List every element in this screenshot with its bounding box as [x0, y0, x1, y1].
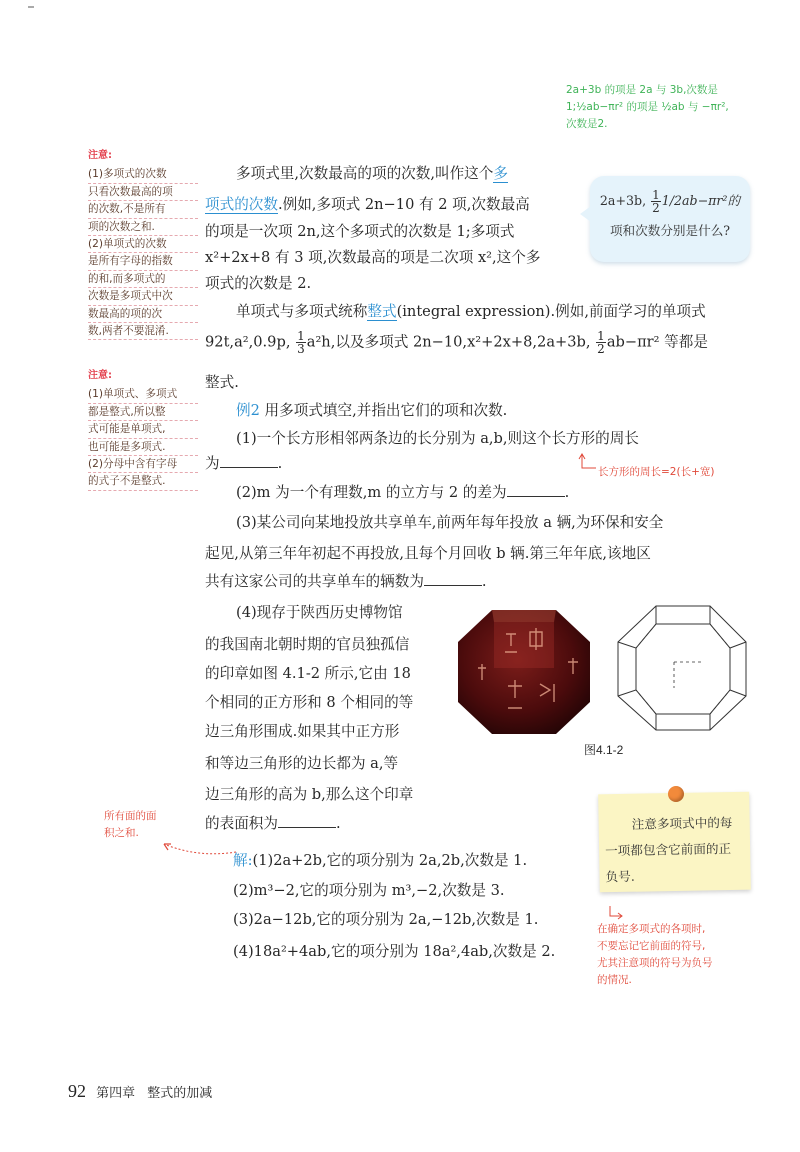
sticky-line: 负号. — [605, 868, 635, 885]
question-3-line: 共有这家公司的共享单车的辆数为 . — [205, 573, 487, 590]
para-degree-line: 的项是一次项 2n,这个多项式的次数是 1;多项式 — [205, 223, 515, 240]
question-1: (1)一个长方形相邻两条边的长分别为 a,b,则这个长方形的周长 — [236, 430, 639, 447]
arrow-icon — [574, 452, 598, 474]
example-heading: 例2 用多项式填空,并指出它们的项和次数. — [236, 402, 508, 419]
note-line: 是所有字母的指数 — [88, 253, 198, 270]
note-title: 注意: — [88, 370, 112, 381]
note-line: 次数是多项式中次 — [88, 288, 198, 305]
margin-note-degree — [88, 148, 198, 340]
para-degree-line: 项式的次数.例如,多项式 2n−10 有 2 项,次数最高 — [205, 196, 530, 213]
bubble-line: 项和次数分别是什么? — [609, 223, 731, 238]
note-line: (1)单项式、多项式 — [88, 386, 198, 403]
solution-2: (2)m³−2,它的项分别为 m³,−2,次数是 3. — [233, 882, 505, 899]
fraction: $\frac{1}{2}$ — [597, 329, 605, 356]
note-line: 的情况. — [597, 974, 632, 986]
chapter-title: 整式的加减 — [147, 1086, 213, 1101]
para-integral-line: 92t,a²,0.9p, $\frac{1}{3}$ a²h,以及多项式 2n−10,x²+2x+8,2a+3b, $\frac{1}{2}$ ab−πr² 等都是 — [205, 329, 708, 356]
page-footer — [68, 1081, 212, 1102]
note-line: (1)多项式的次数 — [88, 166, 198, 183]
note-line: 数最高的项的次 — [88, 306, 198, 323]
note-line: 也可能是多项式. — [88, 439, 198, 456]
bubble-text: 2a+3b, — [599, 193, 647, 208]
question-4-line: 的表面积为 . — [205, 815, 341, 832]
term-highlight: 项式的次数 — [205, 196, 278, 213]
para-integral: 单项式与多项式统称整式(integral expression).例如,前面学习的单项式 — [236, 303, 706, 320]
scan-mark — [28, 6, 34, 8]
para-degree-line: x²+2x+8 有 3 项,次数最高的项是二次项 x²,这个多 — [205, 249, 541, 266]
question-4-line: 的我国南北朝时期的官员独孤信 — [205, 636, 410, 653]
question-4-line: 个相同的正方形和 8 个相同的等 — [205, 694, 414, 711]
note-title: 注意: — [88, 150, 112, 161]
thought-bubble — [590, 176, 750, 262]
sticky-line: 一项都包含它前面的正 — [605, 841, 732, 859]
sticky-note — [598, 792, 751, 893]
para-degree-line: 项式的次数是 2. — [205, 275, 312, 292]
seal-photo — [456, 608, 592, 736]
green-note-line: 次数是2. — [566, 118, 608, 130]
green-note-line: 2a+3b 的项是 2a 与 3b,次数是 — [566, 84, 718, 96]
page-number: 92 — [68, 1081, 86, 1101]
question-1-line: 为 . — [205, 455, 283, 472]
question-3: (3)某公司向某地投放共享单车,前两年每年投放 a 辆,为环保和安全 — [236, 514, 664, 531]
polyhedron-diagram — [614, 602, 750, 734]
margin-note-surface — [104, 808, 157, 842]
pin-icon — [668, 786, 684, 802]
chapter-label: 第四章 — [96, 1086, 136, 1101]
margin-note-sign — [597, 921, 713, 989]
question-4: (4)现存于陕西历史博物馆 — [236, 604, 403, 621]
solution-4: (4)18a²+4ab,它的项分别为 18a²,4ab,次数是 2. — [233, 943, 556, 960]
note-line: 的次数,不是所有 — [88, 201, 198, 218]
note-line: 积之和. — [104, 827, 139, 839]
para-integral-line: 整式. — [205, 374, 239, 391]
note-line: 只看次数最高的项 — [88, 184, 198, 201]
answer-blank — [424, 585, 482, 586]
note-line: 的和,而多项式的 — [88, 271, 198, 288]
note-line: 项的次数之和. — [88, 219, 198, 236]
answer-blank — [220, 467, 278, 468]
question-2: (2)m 为一个有理数,m 的立方与 2 的差为 . — [236, 484, 570, 501]
fraction: $\frac{1}{2}$ — [652, 188, 660, 215]
sticky-line: 注意多项式中的每 — [631, 814, 733, 832]
arrow-icon — [158, 836, 238, 860]
term-highlight: 多 — [493, 165, 508, 182]
question-4-line: 的印章如图 4.1-2 所示,它由 18 — [205, 665, 411, 682]
para-degree: 多项式里,次数最高的项的次数,叫作这个多 — [236, 165, 508, 182]
note-line: 数,两者不要混淆. — [88, 323, 198, 340]
figure-caption: 图4.1-2 — [584, 743, 624, 757]
note-line: (2)单项式的次数 — [88, 236, 198, 253]
note-line: 尤其注意项的符号为负号 — [597, 957, 713, 969]
note-line: 式可能是单项式, — [88, 421, 198, 438]
fraction: $\frac{1}{3}$ — [297, 329, 305, 356]
answer-blank — [507, 496, 565, 497]
solution-label: 解: — [233, 852, 253, 869]
example-label: 例2 — [236, 402, 260, 419]
question-4-line: 和等边三角形的边长都为 a,等 — [205, 755, 399, 772]
term-highlight: 整式 — [367, 303, 397, 320]
perimeter-note: 长方形的周长=2(长+宽) — [598, 466, 715, 478]
solution-1: 解:(1)2a+2b,它的项分别为 2a,2b,次数是 1. — [233, 852, 528, 869]
green-margin-note — [566, 82, 766, 133]
question-4-line: 边三角形的高为 b,那么这个印章 — [205, 786, 414, 803]
bubble-text: 1/2ab−πr²的 — [661, 193, 741, 208]
note-line: 所有面的面 — [104, 810, 157, 822]
solution-3: (3)2a−12b,它的项分别为 2a,−12b,次数是 1. — [233, 911, 539, 928]
bubble-line — [590, 186, 750, 216]
green-note-line: 1;½ab−πr² 的项是 ½ab 与 −πr², — [566, 101, 729, 113]
note-line: 在确定多项式的各项时, — [597, 923, 706, 935]
note-line: 的式子不是整式. — [88, 473, 198, 490]
question-3-line: 起见,从第三年年初起不再投放,且每个月回收 b 辆.第三年年底,该地区 — [205, 545, 651, 562]
note-line: 都是整式,所以整 — [88, 404, 198, 421]
question-4-line: 边三角形围成.如果其中正方形 — [205, 723, 400, 740]
note-line: 不要忘记它前面的符号, — [597, 940, 706, 952]
note-line: (2)分母中含有字母 — [88, 456, 198, 473]
margin-note-integral — [88, 368, 198, 491]
answer-blank — [278, 827, 336, 828]
